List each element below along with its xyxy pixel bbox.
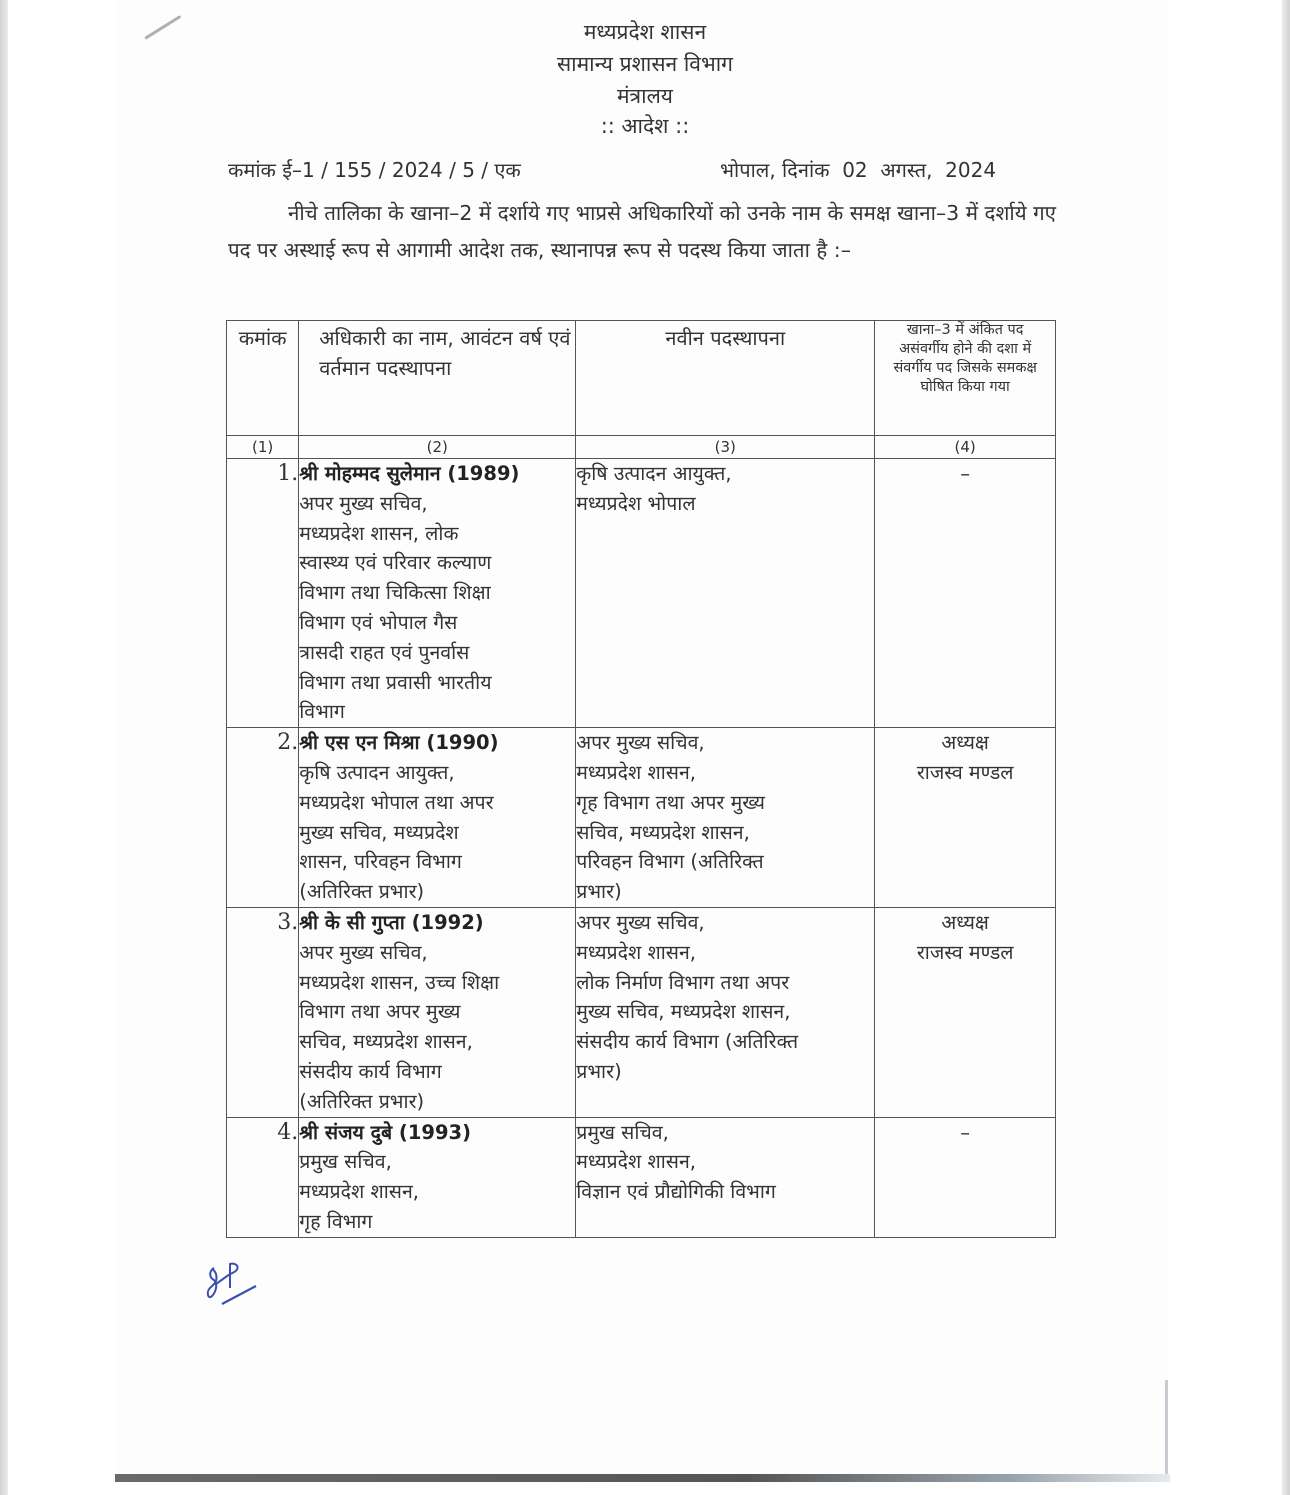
new-posting-line: सचिव, मध्यप्रदेश शासन, [576, 820, 750, 844]
new-posting-cell [576, 1117, 875, 1237]
new-posting-line: कृषि उत्पादन आयुक्त, [576, 462, 732, 485]
equivalent-post-line: राजस्व मण्डल [916, 760, 1014, 784]
viewer-frame-left [0, 0, 8, 1495]
new-posting-line: परिवहन विभाग (अतिरिक्त [576, 850, 764, 874]
equivalent-post-line: – [960, 462, 971, 485]
department-heading: सामान्य प्रशासन विभाग [556, 52, 734, 76]
officer-cell [299, 728, 576, 908]
new-posting-line: मध्यप्रदेश शासन, [576, 940, 696, 964]
new-posting-cell [576, 728, 875, 908]
equivalent-post-line: अध्यक्ष [941, 731, 989, 755]
current-posting-line: गृह विभाग [299, 1209, 373, 1233]
officer-cell [299, 459, 576, 728]
serial-number: 3. [227, 907, 299, 1117]
current-posting-line: मध्यप्रदेश शासन, लोक [299, 521, 459, 545]
viewer-frame-right [1282, 0, 1290, 1495]
equivalent-post-line: अध्यक्ष [941, 910, 989, 934]
govt-heading: मध्यप्रदेश शासन [583, 20, 707, 44]
order-reference-number: कमांक ई–1 / 155 / 2024 / 5 / एक [228, 158, 521, 182]
officer-cell [299, 1117, 576, 1237]
posting-table [226, 320, 1056, 1238]
table-row [227, 728, 1056, 908]
new-posting-line: प्रभार) [576, 1059, 622, 1083]
current-posting-line: कृषि उत्पादन आयुक्त, [299, 760, 455, 784]
current-posting-line: त्रासदी राहत एवं पुनर्वास [299, 640, 470, 664]
current-posting-line: (अतिरिक्त प्रभार) [299, 1089, 425, 1113]
current-posting-line: सचिव, मध्यप्रदेश शासन, [299, 1030, 473, 1054]
header-officer: अधिकारी का नाम, आवंटन वर्ष एवं वर्तमान पदस्थापना [299, 321, 576, 436]
current-posting-line: मध्यप्रदेश शासन, उच्च शिक्षा [299, 970, 500, 994]
table-row [227, 459, 1056, 728]
ministry-heading: मंत्रालय [616, 84, 673, 108]
new-posting-line: गृह विभाग तथा अपर मुख्य [576, 790, 765, 814]
serial-number: 4. [227, 1117, 299, 1237]
new-posting-line: प्रमुख सचिव, [576, 1120, 669, 1144]
current-posting-line: मध्यप्रदेश भोपाल तथा अपर [299, 790, 494, 814]
new-posting-line: मध्यप्रदेश भोपाल [576, 491, 696, 515]
current-posting-line: मुख्य सचिव, मध्यप्रदेश [299, 820, 459, 844]
new-posting-cell [576, 459, 875, 728]
equivalent-post-cell [875, 1117, 1056, 1237]
new-posting-cell [576, 907, 875, 1117]
page-edge [1165, 1380, 1168, 1478]
new-posting-line: अपर मुख्य सचिव, [576, 731, 705, 755]
new-posting-line: मुख्य सचिव, मध्यप्रदेश शासन, [576, 1000, 791, 1024]
officer-name: श्री संजय दुबे (1993) [299, 1120, 472, 1144]
officer-cell [299, 907, 576, 1117]
place-date: भोपाल, दिनांक 02 अगस्त, 2024 [720, 158, 997, 182]
column-number-row [227, 436, 1056, 459]
new-posting-line: प्रभार) [576, 880, 622, 904]
serial-number: 1. [227, 459, 299, 728]
new-posting-line: अपर मुख्य सचिव, [576, 910, 705, 934]
column-number: (2) [299, 436, 576, 459]
new-posting-line: लोक निर्माण विभाग तथा अपर [576, 970, 790, 994]
equivalent-post-line: राजस्व मण्डल [916, 940, 1014, 964]
column-number: (3) [576, 436, 875, 459]
current-posting-line: विभाग [299, 700, 345, 724]
current-posting-line: विभाग तथा चिकित्सा शिक्षा [299, 581, 491, 605]
current-posting-line: अपर मुख्य सचिव, [299, 491, 428, 515]
header-new-posting: नवीन पदस्थापना [576, 321, 875, 436]
new-posting-line: संसदीय कार्य विभाग (अतिरिक्त [576, 1030, 799, 1054]
column-number: (1) [227, 436, 299, 459]
current-posting-line: शासन, परिवहन विभाग [299, 850, 462, 874]
intro-paragraph: नीचे तालिका के खाना–2 में दर्शाये गए भाप्रसे अधिकारियों को उनके नाम के समक्ष खाना–3 में दर्शाये गए पद पर अस्थाई रूप से आगामी आदेश तक, स्थानापन्न रूप से पदस्थ किया जाता है :– [228, 201, 1056, 262]
table-header-row [227, 321, 1056, 436]
header-serial: कमांक [227, 321, 299, 436]
officer-name: श्री के सी गुप्ता (1992) [299, 910, 484, 934]
equivalent-post-cell [875, 907, 1056, 1117]
page-bottom-shadow [115, 1474, 1170, 1482]
officer-name: श्री मोहम्मद सुलेमान (1989) [299, 462, 520, 485]
table-row [227, 1117, 1056, 1237]
current-posting-line: विभाग तथा प्रवासी भारतीय [299, 670, 492, 694]
current-posting-line: विभाग तथा अपर मुख्य [299, 1000, 461, 1024]
header-equivalent-post: खाना–3 में अंकित पद असंवर्गीय होने की दशा में संवर्गीय पद जिसके समकक्ष घोषित किया गया [875, 321, 1056, 436]
current-posting-line: अपर मुख्य सचिव, [299, 940, 428, 964]
signature-initials [200, 1258, 270, 1308]
current-posting-line: संसदीय कार्य विभाग [299, 1059, 442, 1083]
equivalent-post-line: – [960, 1120, 971, 1144]
current-posting-line: विभाग एवं भोपाल गैस [299, 610, 458, 634]
current-posting-line: स्वास्थ्य एवं परिवार कल्याण [299, 551, 492, 575]
current-posting-line: प्रमुख सचिव, [299, 1150, 392, 1174]
table-row [227, 907, 1056, 1117]
serial-number: 2. [227, 728, 299, 908]
new-posting-line: मध्यप्रदेश शासन, [576, 760, 696, 784]
officer-name: श्री एस एन मिश्रा (1990) [299, 731, 499, 755]
current-posting-line: (अतिरिक्त प्रभार) [299, 880, 425, 904]
equivalent-post-cell [875, 459, 1056, 728]
equivalent-post-cell [875, 728, 1056, 908]
column-number: (4) [875, 436, 1056, 459]
new-posting-line: मध्यप्रदेश शासन, [576, 1150, 696, 1174]
current-posting-line: मध्यप्रदेश शासन, [299, 1180, 419, 1204]
order-heading: :: आदेश :: [600, 114, 690, 138]
new-posting-line: विज्ञान एवं प्रौद्योगिकी विभाग [576, 1180, 776, 1204]
